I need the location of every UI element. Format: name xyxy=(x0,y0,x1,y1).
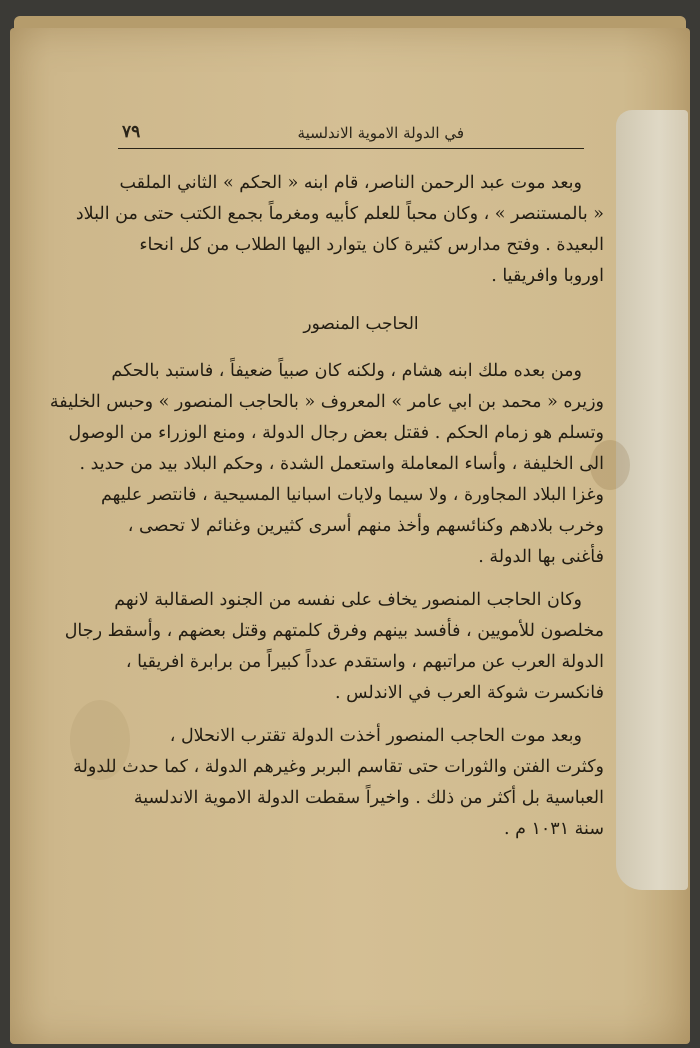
text-line: وكثرت الفتن والثورات حتى تقاسم البربر وغيرهم الدولة ، كما حدث للدولة xyxy=(73,757,604,777)
text-line: مخلصون للأمويين ، فأفسد بينهم وفرق كلمتهم وقتل بعضهم ، وأسقط رجال xyxy=(64,621,604,641)
text-line: الدولة العرب عن مراتبهم ، واستقدم عدداً كبيراً من برابرة افريقيا ، xyxy=(125,652,604,672)
page-body xyxy=(49,168,604,845)
page-header xyxy=(118,122,584,149)
text-line: وغزا البلاد المجاورة ، ولا سيما ولايات اسبانيا المسيحية ، فانتصر عليهم xyxy=(101,485,604,505)
text-line: وتسلم هو زمام الحكم . فقتل بعض رجال الدولة ، ومنع الوزراء من الوصول xyxy=(68,423,604,443)
paragraph xyxy=(73,721,604,845)
text-line: البعيدة . وفتح مدارس كثيرة كان يتوارد اليها الطلاب من كل انحاء xyxy=(139,235,604,255)
page-number: ٧٩ xyxy=(122,122,141,142)
text-line: العباسية بل أكثر من ذلك . واخيراً سقطت الدولة الاموية الاندلسية xyxy=(133,788,604,808)
text-line: فأغنى بها الدولة . xyxy=(478,547,604,567)
text-line: وزيره « محمد بن ابي عامر » المعروف « بالحاجب المنصور » وحبس الخليفة xyxy=(49,392,604,412)
paragraph xyxy=(49,356,604,573)
text-line: وبعد موت الحاجب المنصور أخذت الدولة تقترب الانحلال ، xyxy=(169,726,582,746)
text-line: الى الخليفة ، وأساء المعاملة واستعمل الشدة ، وحكم البلاد بيد من حديد . xyxy=(79,454,604,474)
paragraph xyxy=(75,168,604,292)
text-line: وبعد موت عبد الرحمن الناصر، قام ابنه « الحكم » الثاني الملقب xyxy=(119,173,582,193)
text-line: وخرب بلادهم وكنائسهم وأخذ منهم أسرى كثيرين وغنائم لا تحصى ، xyxy=(127,516,604,536)
text-line: وكان الحاجب المنصور يخاف على نفسه من الجنود الصقالبة لانهم xyxy=(114,590,582,610)
text-line: فانكسرت شوكة العرب في الاندلس . xyxy=(334,683,604,703)
section-heading: الحاجب المنصور xyxy=(303,314,419,334)
running-title: في الدولة الاموية الاندلسية xyxy=(297,124,464,142)
text-line: « بالمستنصر » ، وكان محباً للعلم كأبيه ومغرماً بجمع الكتب حتى من البلاد xyxy=(75,204,604,224)
paragraph xyxy=(64,585,604,709)
text-line: اوروبا وافريقيا . xyxy=(491,266,604,286)
torn-page-edge xyxy=(616,110,688,890)
text-line: ومن بعده ملك ابنه هشام ، ولكنه كان صبياً ضعيفاً ، فاستبد بالحكم xyxy=(111,361,582,381)
text-line: سنة ١٠٣١ م . xyxy=(503,819,604,839)
